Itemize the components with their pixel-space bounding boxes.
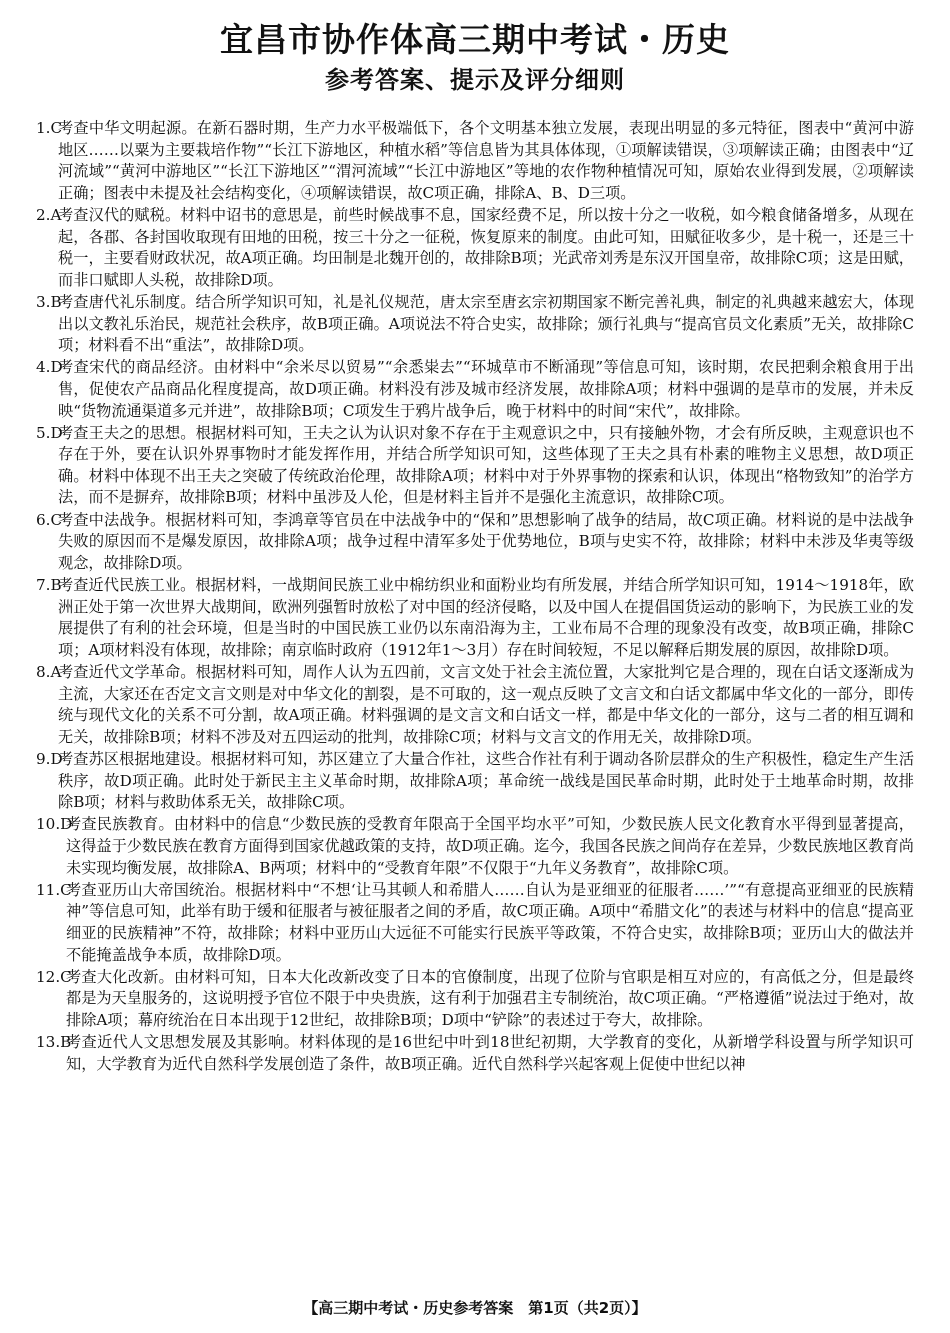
answer-item <box>36 967 914 1032</box>
answer-number: 6.C <box>36 510 63 529</box>
answer-number: 1.C <box>36 119 63 137</box>
answer-text: 考查苏区根据地建设。根据材料可知，苏区建立了大量合作社，这些合作社有利于调动各阶层群众的生产积极性，稳定生产生活秩序，故D项正确。此时处于新民主主义革命时期，故排除A项；革命统一战线是国民革命时期，此时处于土地革命时期，故排除B项；材料与救助体系无关，故排除C项。 <box>58 749 914 812</box>
answer-text: 考查民族教育。由材料中的信息“少数民族的受教育年限高于全国平均水平”可知，少数民族人民文化教育水平得到显著提高，这得益于少数民族在教育方面得到国家优越政策的支持，故D项正确。迄今，我国各民族之间尚存在差异，少数民族地区教育尚未实现均衡发展，故排除A、B两项；材料中的“受教育年限”不仅限于“九年义务教育”，故排除C项。 <box>66 815 914 877</box>
answer-number: 7.B <box>36 576 62 595</box>
answer-text: 考查宋代的商品经济。由材料中“余米尽以贸易”“余悉粜去”“环城草市不断涌现”等信息可知，该时期，农民把剩余粮食用于出售，促使农产品商品化程度提高，故D项正确。材料没有涉及城市经济发展，故排除A项；材料中强调的是草市的发展，并未反映“货物流通渠道多元并进”，故排除B项；C项发生于鸦片战争后，晚于材料中的时间“宋代”，故排除。 <box>58 358 914 420</box>
answer-text: 考查唐代礼乐制度。结合所学知识可知，礼是礼仪规范，唐太宗至唐玄宗初期国家不断完善礼典，制定的礼典越来越宏大，体现出以文教礼乐治民，规范社会秩序，故B项正确。A项说法不符合史实，故排除；颁行礼典与“提高官员文化素质”无关，故排除C项；材料看不出“重法”，故排除D项。 <box>58 292 914 355</box>
answer-number: 9.D <box>36 749 63 768</box>
page-subtitle: 参考答案、提示及评分细则 <box>325 66 625 94</box>
answer-item <box>36 118 914 204</box>
answer-item <box>36 292 914 357</box>
answer-item <box>36 423 914 509</box>
answer-text: 考查大化改新。由材料可知，日本大化改新改变了日本的官僚制度，出现了位阶与官职是相互对应的，有高低之分，但是最终都是为天皇服务的，这说明授予官位不限于中央贵族，这有利于加强君主专制统治，故C项正确。“严格遵循”说法过于绝对，故排除A项；幕府统治在日本出现于12世纪，故排除B项；D项中“铲除”的表述过于夸大，故排除。 <box>66 967 914 1029</box>
answer-text: 考查中法战争。根据材料可知，李鸿章等官员在中法战争中的“保和”思想影响了战争的结局，故C项正确。材料说的是中法战争失败的原因而不是爆发原因，故排除A项；战争过程中清军多处于优势地位，B项与史实不符，故排除；材料中未涉及华夷等级观念，故排除D项。 <box>58 510 914 572</box>
answer-number: 8.A <box>36 663 62 681</box>
answer-number: 12.C <box>36 967 72 986</box>
answer-item <box>36 1032 914 1075</box>
answer-item <box>36 814 914 879</box>
answer-item <box>36 662 914 748</box>
answer-text: 考查亚历山大帝国统治。根据材料中“不想‘让马其顿人和希腊人……自认为是亚细亚的征服者……’”“有意提高亚细亚的民族精神”等信息可知，此举有助于缓和征服者与被征服者之间的矛盾，故C项正确。A项中“希腊文化”的表述与材料中的信息“提高亚细亚的民族精神”不符，故排除；材料中亚历山大远征不可能实行民族平等政策，不符合史实，故排除B项；亚历山大的做法并不能掩盖战争本质，故排除D项。 <box>66 880 914 964</box>
answer-text: 考查王夫之的思想。根据材料可知，王夫之认为认识对象不存在于主观意识之中，只有接触外物，才会有所反映，主观意识也不存在于外，要在认识外界事物时才能发挥作用，并结合所学知识可知，这些体现了王夫之具有朴素的唯物主义思想，故D项正确。材料中体现不出王夫之突破了传统政治伦理，故排除A项；材料中对于外界事物的探索和认识，体现出“格物致知”的治学方法，而不是摒弃，故排除B项；材料中虽涉及人伦，但是材料主旨并不是强化主流意识，故排除C项。 <box>58 423 914 507</box>
answer-item <box>36 357 914 422</box>
answer-text: 考查近代人文思想发展及其影响。材料体现的是16世纪中叶到18世纪初期，大学教育的变化，从新增学科设置与所学知识可知，大学教育为近代自然科学发展创造了条件，故B项正确。近代自然科学兴起客观上促使中世纪以神 <box>66 1033 914 1073</box>
page-title: 宜昌市协作体高三期中考试・历史 <box>220 20 730 59</box>
answer-list <box>36 118 914 1076</box>
answer-number: 3.B <box>36 292 62 311</box>
answer-text: 考查近代文学革命。根据材料可知，周作人认为五四前，文言文处于社会主流位置，大家批判它是合理的，现在白话文逐渐成为主流，大家还在否定文言文则是对中华文化的割裂，是不可取的，这一观点反映了文言文和白话文都属中华文化的一部分，即传统与现代文化的关系不可分割，故A项正确。材料强调的是文言文和白话文一样，都是中华文化的一部分，这与二者的相互调和无关，故排除B项；材料不涉及对五四运动的批判，故排除C项；材料与文言文的作用无关，故排除D项。 <box>58 663 914 746</box>
answer-number: 13.B <box>36 1033 72 1052</box>
answer-text: 考查近代民族工业。根据材料，一战期间民族工业中棉纺织业和面粉业均有所发展，并结合所学知识可知，1914～1918年，欧洲正处于第一次世界大战期间，欧洲列强暂时放松了对中国的经济侵略，以及中国人在提倡国货运动的影响下，为民族工业的发展提供了有利的社会环境，但是当时的中国民族工业仍以东南沿海为主，工业布局不合理的现象没有改变，故B项正确，排除C项；A项材料没有体现，故排除；南京临时政府（1912年1～3月）存在时间较短，不足以解释后期发展的原因，故排除D项。 <box>58 576 914 659</box>
page-footer: 【高三期中考试・历史参考答案 第1页（共2页）】 <box>303 1299 647 1317</box>
answer-item <box>36 880 914 966</box>
answer-text: 考查汉代的赋税。材料中诏书的意思是，前些时候战事不息，国家经费不足，所以按十分之一收税，如今粮食储备增多，从现在起，各郡、各封国收取现有田地的田税，按三十分之一征税，恢复原来的制度。由此可知，田赋征收多少，是十税一，还是三十税一，主要看财政状况，故A项正确。均田制是北魏开创的，故排除B项；光武帝刘秀是东汉开国皇帝，故排除C项；这是田赋，而非口赋即人头税，故排除D项。 <box>58 205 914 289</box>
answer-number: 10.D <box>36 815 73 834</box>
answer-number: 2.A <box>36 205 62 224</box>
answer-item <box>36 575 914 661</box>
answer-text: 考查中华文明起源。在新石器时期，生产力水平极端低下，各个文明基本独立发展，表现出明显的多元特征，图表中“黄河中游地区……以粟为主要栽培作物”“长江下游地区，种植水稻”等信息皆为其具体体现，①项解读错误，③项解读正确；由图表中“辽河流域”“黄河中游地区”“长江下游地区”“渭河流域”“长江中游地区”等地的农作物种植情况可知，原始农业得到发展，②项解读正确；图表中未提及社会结构变化，④项解读错误，故C项正确，排除A、B、D三项。 <box>58 119 914 202</box>
answer-item <box>36 510 914 575</box>
answer-number: 5.D <box>36 423 63 442</box>
answer-item <box>36 205 914 291</box>
answer-number: 4.D <box>36 358 63 377</box>
answer-item <box>36 749 914 814</box>
answer-number: 11.C <box>36 880 72 899</box>
